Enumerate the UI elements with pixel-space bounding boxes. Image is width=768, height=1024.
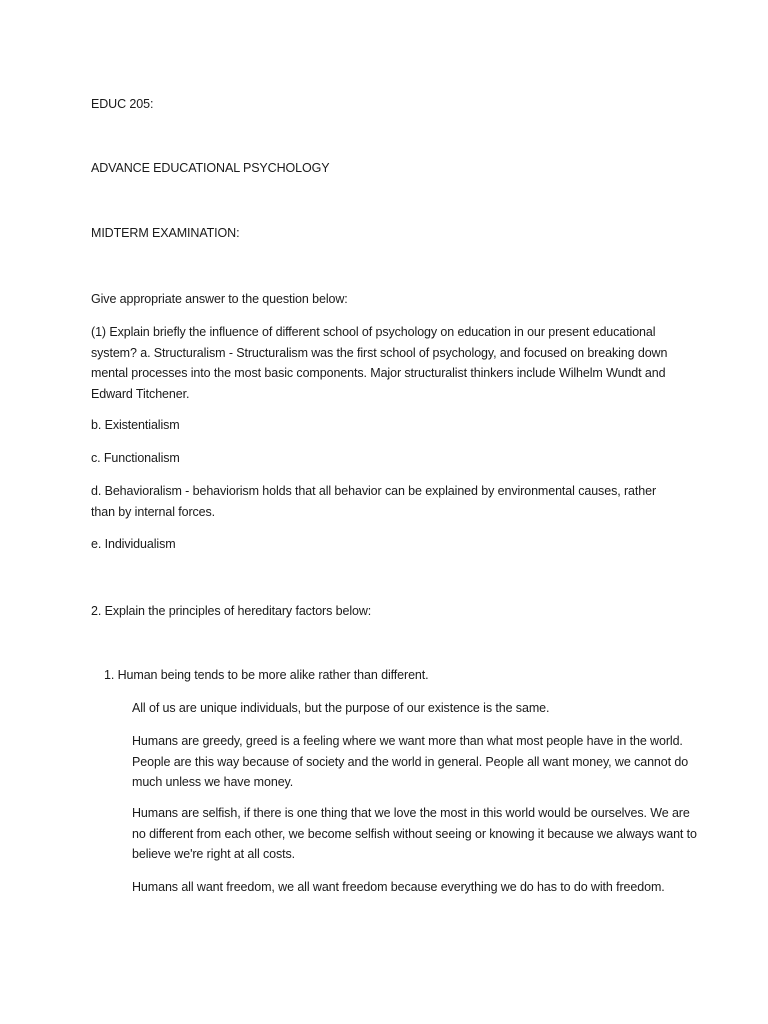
question-1-item-d: d. Behavioralism - behaviorism holds that all behavior can be explained by environmental causes, rather than by internal forces. [91,484,657,519]
course-code: EDUC 205: [91,97,154,111]
answer-paragraph: Humans all want freedom, we all want freedom because everything we do has to do with freedom. [132,880,665,894]
question-1-item-b: b. Existentialism [91,418,180,432]
question-1-item-e: e. Individualism [91,537,176,551]
question-2-point-1: 1. Human being tends to be more alike rather than different. [104,668,429,682]
question-1-item-c: c. Functionalism [91,451,180,465]
course-title: ADVANCE EDUCATIONAL PSYCHOLOGY [91,161,330,175]
answer-paragraph: Humans are greedy, greed is a feeling where we want more than what most people have in the world. People are this way because of society and the world in general. People all want money, we cannot do much unless we have money. [132,734,689,789]
question-1: (1) Explain briefly the influence of different school of psychology on education in our present educational system? a. Structuralism - Structuralism was the first school of psychology, and focused on breaking down mental processes into the most basic components. Major structuralist thinkers include Wilhelm Wundt and Edward Titchener. [91,325,668,401]
answer-paragraph: All of us are unique individuals, but the purpose of our existence is the same. [132,701,550,715]
exam-title: MIDTERM EXAMINATION: [91,226,240,240]
question-2: 2. Explain the principles of hereditary factors below: [91,604,372,618]
answer-paragraph: Humans are selfish, if there is one thing that we love the most in this world would be ourselves. We are no different from each other, we become selfish without seeing or knowing it because we always want to believe we're right at all costs. [132,806,697,861]
instructions: Give appropriate answer to the question below: [91,292,348,306]
